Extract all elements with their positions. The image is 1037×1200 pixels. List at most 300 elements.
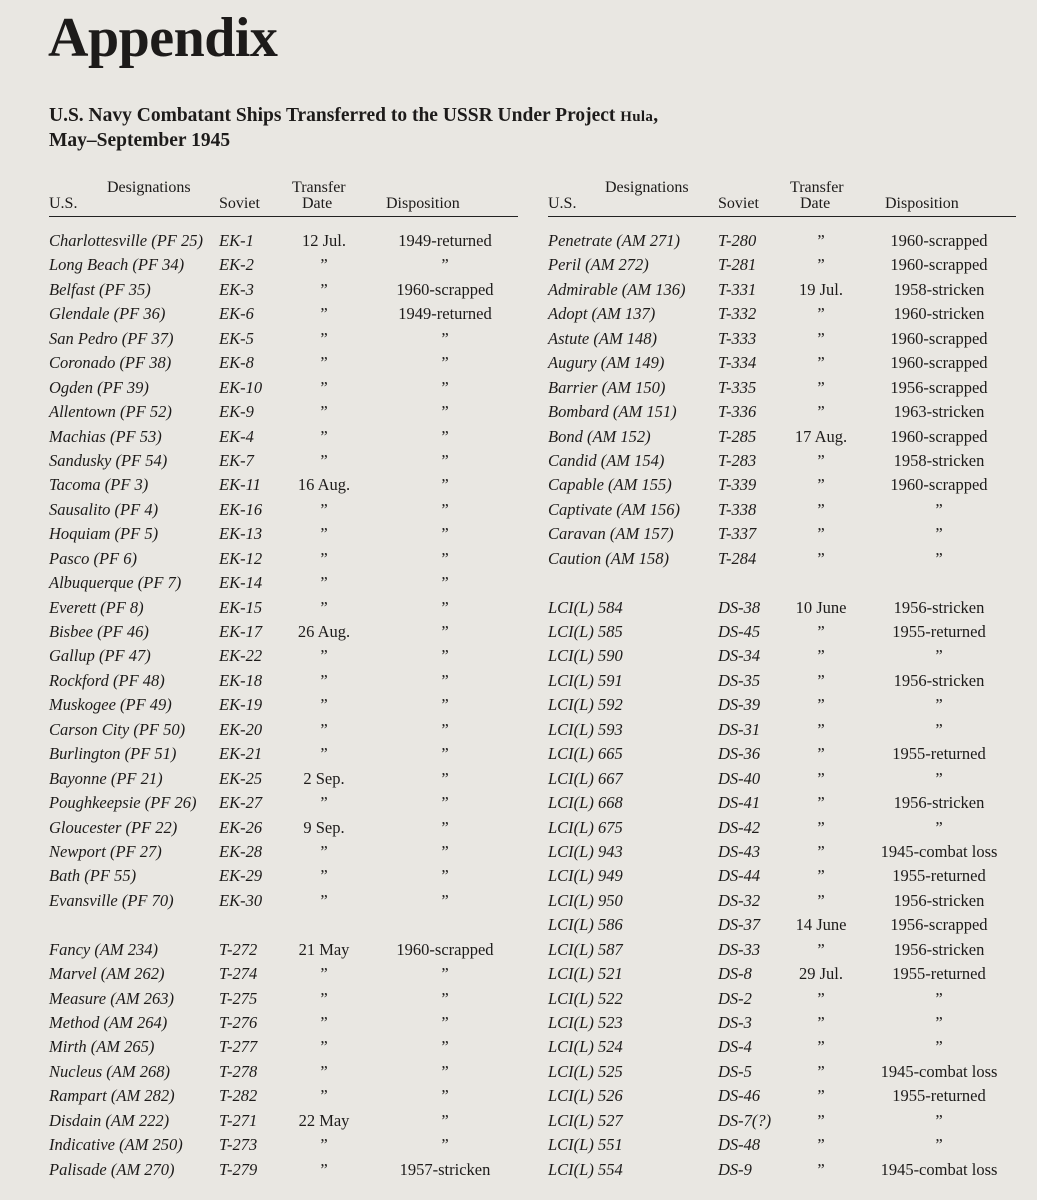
table-row — [548, 425, 1016, 449]
ship-name: LCI(L) 950 — [548, 890, 623, 910]
table-row — [548, 693, 1016, 717]
transfer-date: ” — [320, 573, 328, 593]
transfer-date: ” — [817, 670, 825, 690]
soviet-designation: EK-19 — [219, 695, 263, 715]
transfer-date: ” — [817, 1013, 825, 1032]
transfer-date: ” — [817, 622, 825, 641]
soviet-designation: DS-3 — [718, 1013, 752, 1032]
soviet-designation: EK-29 — [219, 866, 263, 886]
soviet-designation: T-280 — [718, 231, 757, 250]
table-row — [548, 327, 1016, 351]
disposition: 1949-returned — [398, 304, 492, 324]
ship-name: Capable (AM 155) — [548, 475, 672, 495]
soviet-designation: DS-34 — [718, 646, 761, 666]
ship-name: LCI(L) 524 — [548, 1037, 623, 1057]
caption-text-b: , — [653, 105, 659, 126]
caption-date-range: May–September 1945 — [49, 130, 231, 151]
table-row — [548, 816, 1016, 840]
soviet-designation: EK-5 — [219, 328, 254, 348]
ship-name: Sandusky (PF 54) — [49, 450, 168, 470]
ship-name: Bond (AM 152) — [548, 426, 651, 446]
soviet-designation: T-334 — [718, 353, 757, 373]
ship-name: Mirth (AM 265) — [49, 1037, 155, 1057]
transfer-date: ” — [320, 695, 328, 715]
ship-name: LCI(L) 668 — [548, 793, 623, 813]
transfer-date: ” — [320, 1013, 328, 1032]
disposition: ” — [441, 768, 449, 788]
disposition: 1958-stricken — [893, 450, 985, 470]
soviet-designation: T-273 — [219, 1135, 258, 1155]
soviet-designation: T-277 — [219, 1037, 258, 1057]
table-row — [548, 889, 1016, 913]
transfer-date: ” — [320, 304, 328, 324]
soviet-designation: DS-43 — [718, 841, 761, 861]
table-row — [49, 1084, 518, 1108]
soviet-designation: T-278 — [219, 1061, 258, 1081]
soviet-designation: DS-46 — [718, 1086, 761, 1106]
disposition: ” — [441, 695, 449, 715]
soviet-designation: T-336 — [718, 402, 757, 422]
table-row — [49, 791, 518, 815]
transfer-date: ” — [817, 793, 825, 813]
table-row — [548, 449, 1016, 473]
soviet-designation: DS-5 — [718, 1061, 752, 1081]
soviet-designation: T-282 — [219, 1086, 258, 1106]
ship-name: Bayonne (PF 21) — [49, 768, 163, 788]
disposition: 1945-combat loss — [880, 1061, 998, 1081]
table-row — [49, 693, 518, 717]
table-row — [49, 327, 518, 351]
soviet-designation: EK-21 — [219, 744, 263, 764]
soviet-designation: T-271 — [219, 1110, 258, 1130]
transfer-date: 16 Aug. — [297, 475, 351, 495]
disposition: ” — [935, 988, 943, 1008]
transfer-date: ” — [817, 817, 825, 837]
table-row — [548, 596, 1016, 620]
table-row — [548, 987, 1016, 1011]
table-row — [49, 229, 518, 253]
table-row — [548, 938, 1016, 962]
transfer-date: ” — [817, 866, 825, 886]
disposition: ” — [441, 353, 449, 373]
transfer-date: ” — [817, 1086, 825, 1106]
ship-name: LCI(L) 593 — [548, 719, 623, 739]
disposition: 1956-stricken — [893, 939, 985, 959]
soviet-designation: T-283 — [718, 450, 757, 470]
soviet-designation: DS-4 — [718, 1037, 752, 1057]
transfer-date: ” — [320, 1061, 328, 1081]
transfer-date: ” — [817, 646, 825, 666]
soviet-designation: T-285 — [718, 426, 757, 446]
transfer-date: ” — [320, 328, 328, 348]
table-row — [49, 449, 518, 473]
page-title: Appendix — [48, 7, 278, 69]
table-row — [49, 816, 518, 840]
transfer-date: ” — [817, 744, 825, 764]
disposition: ” — [441, 1135, 449, 1155]
soviet-designation: T-275 — [219, 988, 258, 1008]
transfer-date: 26 Aug. — [297, 622, 351, 641]
table-row — [49, 1060, 518, 1084]
table-row — [548, 718, 1016, 742]
transfer-date: ” — [817, 768, 825, 788]
transfer-date: ” — [320, 964, 328, 984]
ship-name: LCI(L) 554 — [548, 1159, 623, 1179]
soviet-designation: DS-2 — [718, 988, 752, 1008]
disposition: ” — [441, 377, 449, 397]
disposition: 1956-stricken — [893, 890, 985, 910]
table-row — [49, 767, 518, 791]
soviet-designation: EK-27 — [219, 793, 263, 813]
transfer-date: ” — [320, 1037, 328, 1057]
transfer-date: 22 May — [298, 1110, 350, 1130]
disposition: 1956-stricken — [893, 793, 985, 813]
soviet-designation: EK-1 — [219, 231, 254, 250]
transfer-date: ” — [320, 353, 328, 373]
disposition: ” — [441, 1037, 449, 1057]
header-soviet: Soviet — [219, 195, 260, 212]
soviet-designation: EK-15 — [219, 597, 263, 617]
soviet-designation: EK-20 — [219, 719, 263, 739]
soviet-designation: EK-2 — [219, 255, 254, 275]
transfer-date: ” — [817, 695, 825, 715]
ship-name: Belfast (PF 35) — [49, 279, 151, 299]
transfer-date: ” — [817, 1159, 825, 1179]
transfer-date: 12 Jul. — [301, 231, 346, 250]
ship-name: Captivate (AM 156) — [548, 499, 680, 519]
table-row — [49, 547, 518, 571]
soviet-designation: DS-35 — [718, 670, 761, 690]
soviet-designation: DS-44 — [718, 866, 761, 886]
table-row — [548, 1158, 1016, 1182]
soviet-designation: EK-3 — [219, 279, 254, 299]
transfer-date: ” — [320, 1135, 328, 1155]
table-row — [548, 1011, 1016, 1035]
soviet-designation: T-339 — [718, 475, 757, 495]
table-row — [49, 1035, 518, 1059]
disposition: 1955-returned — [892, 622, 986, 641]
ship-name: LCI(L) 523 — [548, 1013, 623, 1032]
soviet-designation: T-333 — [718, 328, 757, 348]
ship-name: LCI(L) 675 — [548, 817, 623, 837]
disposition: 1955-returned — [892, 964, 986, 984]
table-row — [49, 571, 518, 595]
disposition: ” — [441, 573, 449, 593]
transfer-date: ” — [320, 719, 328, 739]
transfer-date: ” — [817, 524, 825, 544]
ship-name: Allentown (PF 52) — [49, 402, 172, 422]
ship-name: Albuquerque (PF 7) — [49, 573, 182, 593]
table-row — [49, 253, 518, 277]
table-row — [548, 1109, 1016, 1133]
table-row — [548, 669, 1016, 693]
soviet-designation: T-279 — [219, 1159, 258, 1179]
table-row — [548, 864, 1016, 888]
table-row — [49, 1133, 518, 1157]
disposition: ” — [441, 622, 449, 641]
ship-name: Muskogee (PF 49) — [49, 695, 172, 715]
transfer-date: ” — [817, 377, 825, 397]
ship-name: Candid (AM 154) — [548, 450, 665, 470]
transfer-date: ” — [320, 402, 328, 422]
disposition: 1960-scrapped — [396, 939, 494, 959]
header-soviet: Soviet — [718, 195, 759, 212]
transfer-date: ” — [320, 499, 328, 519]
disposition: ” — [441, 426, 449, 446]
table-row — [548, 1060, 1016, 1084]
transfer-date: ” — [817, 939, 825, 959]
soviet-designation: DS-41 — [718, 793, 761, 813]
disposition: ” — [441, 646, 449, 666]
soviet-designation: DS-37 — [718, 915, 761, 935]
ship-name: Bombard (AM 151) — [548, 402, 677, 422]
ship-name: Nucleus (AM 268) — [49, 1061, 170, 1081]
soviet-designation: EK-17 — [219, 622, 263, 641]
table-row — [548, 840, 1016, 864]
transfer-date: ” — [817, 475, 825, 495]
disposition: ” — [935, 524, 943, 544]
soviet-designation: EK-11 — [219, 475, 261, 495]
table-row — [49, 938, 518, 962]
soviet-designation: EK-7 — [219, 450, 254, 470]
ship-name: Coronado (PF 38) — [49, 353, 172, 373]
table-row — [49, 1158, 518, 1182]
ship-name: Poughkeepsie (PF 26) — [49, 793, 197, 813]
disposition: 1960-stricken — [893, 304, 985, 324]
disposition: 1957-stricken — [399, 1159, 491, 1179]
transfer-date: ” — [320, 255, 328, 275]
table-row — [49, 1011, 518, 1035]
transfer-date: ” — [320, 426, 328, 446]
transfer-date: ” — [320, 841, 328, 861]
disposition: ” — [441, 1013, 449, 1032]
transfer-date: ” — [817, 1061, 825, 1081]
ship-name: Astute (AM 148) — [548, 328, 658, 348]
disposition: ” — [441, 548, 449, 568]
disposition: ” — [935, 548, 943, 568]
caption-project-name: Hula — [620, 109, 654, 125]
header-transfer: Transfer — [292, 179, 346, 196]
transfer-date: ” — [320, 866, 328, 886]
table-row — [49, 302, 518, 326]
table-row — [49, 669, 518, 693]
ship-name: Barrier (AM 150) — [548, 377, 666, 397]
transfer-date: ” — [320, 1159, 328, 1179]
transfer-date: ” — [817, 1037, 825, 1057]
table-row — [548, 522, 1016, 546]
ship-name: Marvel (AM 262) — [49, 964, 165, 984]
transfer-date: ” — [320, 1086, 328, 1106]
soviet-designation: DS-33 — [718, 939, 761, 959]
transfer-date: ” — [320, 793, 328, 813]
ship-name: Gloucester (PF 22) — [49, 817, 178, 837]
transfer-date: 9 Sep. — [303, 817, 345, 837]
transfer-date: 14 June — [795, 915, 847, 935]
ship-name: Fancy (AM 234) — [49, 939, 159, 959]
soviet-designation: DS-9 — [718, 1159, 752, 1179]
disposition: ” — [441, 1110, 449, 1130]
transfer-date: ” — [817, 548, 825, 568]
ship-name: Charlottesville (PF 25) — [49, 231, 203, 250]
header-date: Date — [800, 195, 831, 212]
table-row — [548, 376, 1016, 400]
disposition: 1958-stricken — [893, 279, 985, 299]
disposition: ” — [935, 646, 943, 666]
table-row — [49, 718, 518, 742]
transfer-date: ” — [817, 255, 825, 275]
soviet-designation: DS-7(?) — [718, 1110, 772, 1130]
soviet-designation: EK-6 — [219, 304, 254, 324]
ship-name: Ogden (PF 39) — [49, 377, 149, 397]
transfer-date: 17 Aug. — [794, 426, 848, 446]
disposition: 1960-scrapped — [890, 255, 988, 275]
table-row — [548, 302, 1016, 326]
table-row — [49, 278, 518, 302]
table-row — [49, 962, 518, 986]
transfer-date: ” — [817, 450, 825, 470]
ship-name: LCI(L) 667 — [548, 768, 623, 788]
disposition: ” — [935, 817, 943, 837]
soviet-designation: T-284 — [718, 548, 757, 568]
soviet-designation: T-332 — [718, 304, 757, 324]
transfer-date: ” — [320, 450, 328, 470]
ship-name: Machias (PF 53) — [49, 426, 162, 446]
soviet-designation: EK-13 — [219, 524, 263, 544]
table-row — [49, 400, 518, 424]
disposition: ” — [441, 1086, 449, 1106]
ship-name: Admirable (AM 136) — [548, 279, 686, 299]
header-designations: Designations — [107, 179, 191, 196]
soviet-designation: EK-16 — [219, 499, 263, 519]
ship-name: Carson City (PF 50) — [49, 719, 186, 739]
ship-name: LCI(L) 585 — [548, 622, 623, 641]
table-row — [49, 840, 518, 864]
ship-name: LCI(L) 527 — [548, 1110, 623, 1130]
soviet-designation: DS-42 — [718, 817, 761, 837]
disposition: 1956-scrapped — [890, 377, 988, 397]
header-date: Date — [302, 195, 333, 212]
table-row — [49, 620, 518, 644]
ship-name: Caravan (AM 157) — [548, 524, 674, 544]
ship-name: Rockford (PF 48) — [49, 670, 165, 690]
table-row — [49, 742, 518, 766]
table-row — [49, 522, 518, 546]
soviet-designation: T-274 — [219, 964, 258, 984]
soviet-designation: DS-32 — [718, 890, 761, 910]
disposition: ” — [441, 817, 449, 837]
ship-name: Caution (AM 158) — [548, 548, 669, 568]
ship-name: LCI(L) 521 — [548, 964, 623, 984]
transfer-date: ” — [817, 890, 825, 910]
ship-name: Method (AM 264) — [49, 1013, 168, 1032]
ship-name: LCI(L) 522 — [548, 988, 623, 1008]
disposition: 1956-stricken — [893, 597, 985, 617]
ship-name: LCI(L) 949 — [548, 866, 623, 886]
transfer-date: ” — [320, 524, 328, 544]
ship-name: Evansville (PF 70) — [49, 890, 174, 910]
transfer-date: ” — [817, 988, 825, 1008]
table-row — [49, 644, 518, 668]
soviet-designation: EK-12 — [219, 548, 263, 568]
ship-name: Indicative (AM 250) — [49, 1135, 183, 1155]
transfer-date: 19 Jul. — [798, 279, 843, 299]
disposition: ” — [441, 402, 449, 422]
disposition: ” — [441, 841, 449, 861]
ship-name: Bath (PF 55) — [49, 866, 137, 886]
soviet-designation: T-281 — [718, 255, 757, 275]
disposition: 1960-scrapped — [890, 231, 988, 250]
ship-name: Augury (AM 149) — [548, 353, 665, 373]
ship-name: Bisbee (PF 46) — [49, 622, 149, 641]
disposition: 1963-stricken — [893, 402, 985, 422]
table-row — [548, 351, 1016, 375]
soviet-designation: DS-40 — [718, 768, 761, 788]
transfer-date: ” — [320, 744, 328, 764]
disposition: ” — [935, 1013, 943, 1032]
ship-name: Rampart (AM 282) — [49, 1086, 175, 1106]
ship-name: Hoquiam (PF 5) — [49, 524, 159, 544]
ship-name: Glendale (PF 36) — [49, 304, 166, 324]
table-row — [548, 278, 1016, 302]
disposition: ” — [935, 1110, 943, 1130]
soviet-designation: EK-8 — [219, 353, 254, 373]
ship-name: LCI(L) 590 — [548, 646, 623, 666]
transfer-date: 2 Sep. — [303, 768, 345, 788]
transfer-date: ” — [817, 328, 825, 348]
table-row — [548, 1084, 1016, 1108]
disposition: ” — [441, 524, 449, 544]
soviet-designation: EK-18 — [219, 670, 263, 690]
ship-name: LCI(L) 665 — [548, 744, 623, 764]
soviet-designation: T-337 — [718, 524, 757, 544]
soviet-designation: DS-36 — [718, 744, 761, 764]
transfer-date: ” — [320, 890, 328, 910]
table-row — [49, 425, 518, 449]
caption-text-a: U.S. Navy Combatant Ships Transferred to the USSR Under Project — [49, 105, 621, 126]
table-row — [548, 913, 1016, 937]
ship-name: Everett (PF 8) — [49, 597, 144, 617]
soviet-designation: EK-30 — [219, 890, 263, 910]
transfer-date: ” — [320, 279, 328, 299]
ship-name: LCI(L) 587 — [548, 939, 623, 959]
soviet-designation: T-276 — [219, 1013, 258, 1032]
disposition: ” — [441, 793, 449, 813]
disposition: ” — [441, 719, 449, 739]
table-row — [548, 547, 1016, 571]
disposition: 1945-combat loss — [880, 1159, 998, 1179]
table-row — [548, 253, 1016, 277]
soviet-designation: EK-4 — [219, 426, 254, 446]
ship-name: LCI(L) 551 — [548, 1135, 623, 1155]
disposition: ” — [441, 744, 449, 764]
soviet-designation: EK-25 — [219, 768, 263, 788]
table-row — [548, 620, 1016, 644]
soviet-designation: EK-28 — [219, 841, 263, 861]
transfer-date: ” — [320, 646, 328, 666]
transfer-date: 29 Jul. — [798, 964, 843, 984]
disposition: ” — [441, 670, 449, 690]
transfer-date: ” — [320, 597, 328, 617]
table-row — [49, 351, 518, 375]
disposition: 1955-returned — [892, 866, 986, 886]
ship-name: LCI(L) 943 — [548, 841, 623, 861]
disposition: 1955-returned — [892, 1086, 986, 1106]
disposition: 1960-scrapped — [396, 279, 494, 299]
soviet-designation: EK-10 — [219, 377, 263, 397]
transfer-date: ” — [817, 719, 825, 739]
table-row — [49, 376, 518, 400]
disposition: ” — [935, 499, 943, 519]
